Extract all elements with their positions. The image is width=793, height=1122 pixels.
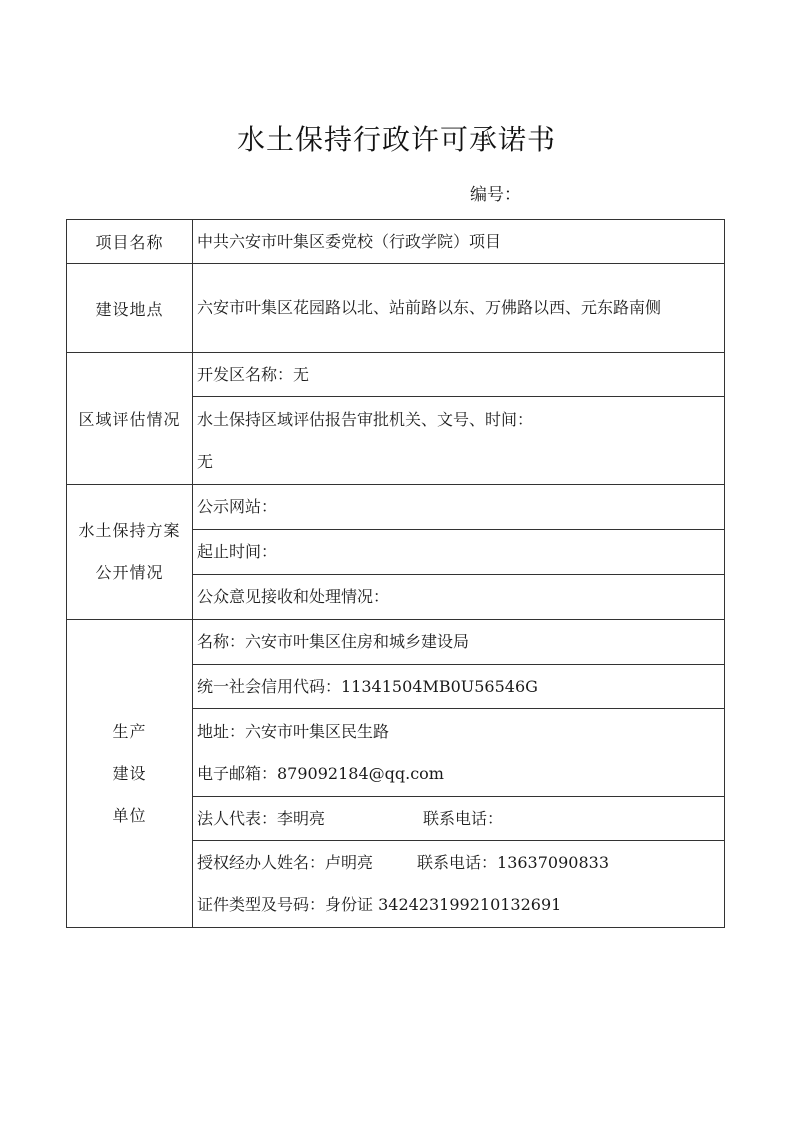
assessment-report-value: 无 (197, 451, 214, 471)
devzone-name: 开发区名称：无 (193, 353, 725, 397)
website-field: 公示网站： (193, 485, 725, 530)
plan-disclosure-label (67, 485, 193, 620)
unit-label-line-1: 生产 (112, 721, 147, 741)
address-email-cell (193, 709, 725, 797)
credit-code: 统一社会信用代码：11341504MB0U56546G (193, 665, 725, 709)
unit-label-line-2: 建设 (112, 763, 147, 783)
table-row (67, 620, 725, 665)
period-field: 起止时间： (193, 530, 725, 575)
public-opinion-field: 公众意见接收和处理情况： (193, 575, 725, 620)
legal-representative: 法人代表：李明亮 (197, 808, 326, 828)
serial-number-label: 编号： (470, 185, 521, 205)
id-document: 证件类型及号码：身份证 342423199210132691 (197, 895, 562, 914)
agent-line (197, 842, 724, 884)
assessment-report-line: 水土保持区域评估报告审批机关、文号、时间： (197, 409, 534, 429)
commitment-table (66, 219, 725, 928)
legal-rep-cell (193, 797, 725, 841)
agent-cell (193, 841, 725, 928)
table-row (67, 353, 725, 397)
document-title: 水土保持行政许可承诺书 (236, 123, 556, 156)
legal-phone: 联系电话： (423, 808, 504, 828)
plan-label-line-2: 公开情况 (95, 563, 164, 582)
assessment-report-cell (193, 397, 725, 485)
unit-label-line-3: 单位 (112, 805, 147, 825)
construction-unit-label (67, 620, 193, 928)
address: 地址：六安市叶集区民生路 (197, 721, 390, 741)
table-row (67, 220, 725, 264)
regional-assessment-label: 区域评估情况 (67, 353, 193, 485)
table-row (67, 485, 725, 530)
agent-name: 授权经办人姓名：卢明亮 (197, 853, 374, 872)
project-name-label: 项目名称 (67, 220, 193, 264)
table-row (67, 264, 725, 353)
unit-name: 名称：六安市叶集区住房和城乡建设局 (193, 620, 725, 665)
location-value: 六安市叶集区花园路以北、站前路以东、万佛路以西、元东路南侧 (193, 264, 725, 353)
plan-label-line-1: 水土保持方案 (78, 521, 181, 540)
location-label: 建设地点 (67, 264, 193, 353)
email: 电子邮箱：879092184@qq.com (197, 763, 444, 783)
project-name-value: 中共六安市叶集区委党校（行政学院）项目 (193, 220, 725, 264)
agent-phone: 联系电话：13637090833 (417, 853, 609, 872)
